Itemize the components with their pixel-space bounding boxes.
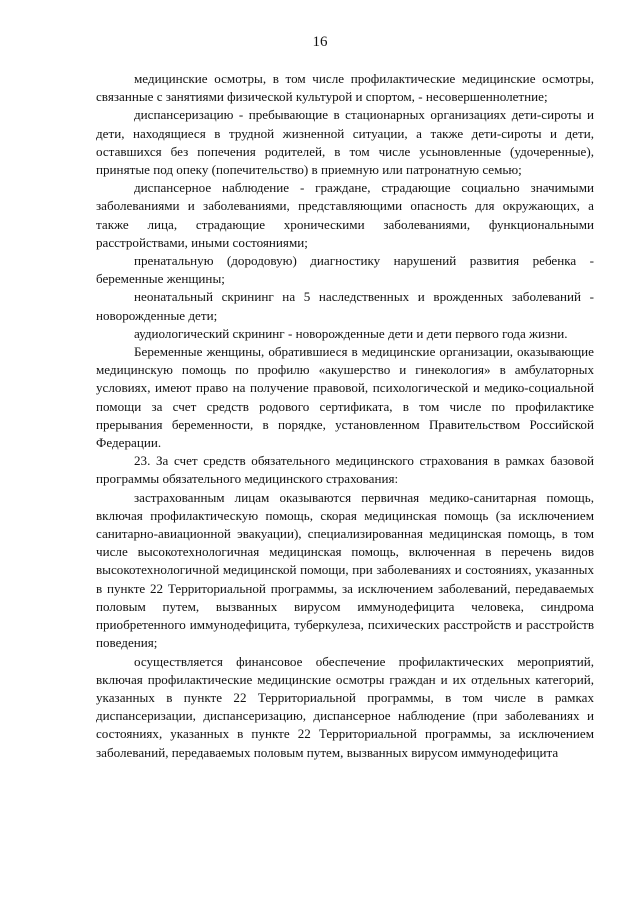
paragraph-9: застрахованным лицам оказываются первичная медико-санитарная помощь, включая профилактическую помощь, скорая медицинская помощь (за исключением санитарно-авиационной эвакуации), специализированная медицинская помощь, в том числе высокотехнологичная медицинская помощь, включенная в перечень видов высокотехнологичной медицинской помощи, при заболеваниях и состояниях, указанных в пункте 22 Территориальной программы, за исключением заболеваний, передаваемых половым путем, вызванных вирусом иммунодефицита человека, синдрома приобретенного иммунодефицита, туберкулеза, психических расстройств и расстройств поведения; xyxy=(96,489,594,651)
paragraph-3: диспансерное наблюдение - граждане, страдающие социально значимыми заболеваниями и заболеваниями, представляющими опасность для окружающих, а также лица, страдающие хроническими заболеваниями, функциональными расстройствами, иными состояниями; xyxy=(96,180,594,250)
paragraph-5: неонатальный скрининг на 5 наследственных и врожденных заболеваний - новорожденные дети; xyxy=(96,289,594,323)
paragraph-2: диспансеризацию - пребывающие в стационарных организациях дети-сироты и дети, находящиеся в трудной жизненной ситуации, а также дети-сироты и дети, оставшихся без попечения родителей, в том числе усыновленные (удочеренные), принятые под опеку (попечительство) в приемную или патронатную семью; xyxy=(96,107,594,178)
paragraph-7: Беременные женщины, обратившиеся в медицинские организации, оказывающие медицинскую помощь по профилю «акушерство и гинекология» в амбулаторных условиях, имеют право на получение правовой, психологической и медико-социальной помощи за счет средств родового сертификата, в том числе по профилактике прерывания беременности, в порядке, установленном Правительством Российской Федерации. xyxy=(96,344,594,451)
paragraph-6: аудиологический скрининг - новорожденные дети и дети первого года жизни. xyxy=(134,325,568,341)
paragraph-1: медицинские осмотры, в том числе профилактические медицинские осмотры, связанные с занятиями физической культурой и спортом, - несовершеннолетние; xyxy=(96,71,594,105)
paragraph-8: 23. За счет средств обязательного медицинского страхования в рамках базовой программы обязательного медицинского страхования: xyxy=(96,453,594,487)
paragraph-10: осуществляется финансовое обеспечение профилактических мероприятий, включая профилактические медицинские осмотры граждан и их отдельных категорий, указанных в пункте 22 Территориальной программы, в том числе в рамках диспансеризации, диспансеризацию, диспансерное наблюдение (при заболеваниях и состояниях, указанных в пункте 22 Территориальной программы, за исключением заболеваний, передаваемых половым путем, вызванных вирусом иммунодефицита xyxy=(96,653,594,760)
paragraph-4: пренатальную (дородовую) диагностику нарушений развития ребенка - беременные женщины; xyxy=(96,253,594,287)
document-body xyxy=(96,70,594,762)
page-number: 16 xyxy=(312,34,328,50)
